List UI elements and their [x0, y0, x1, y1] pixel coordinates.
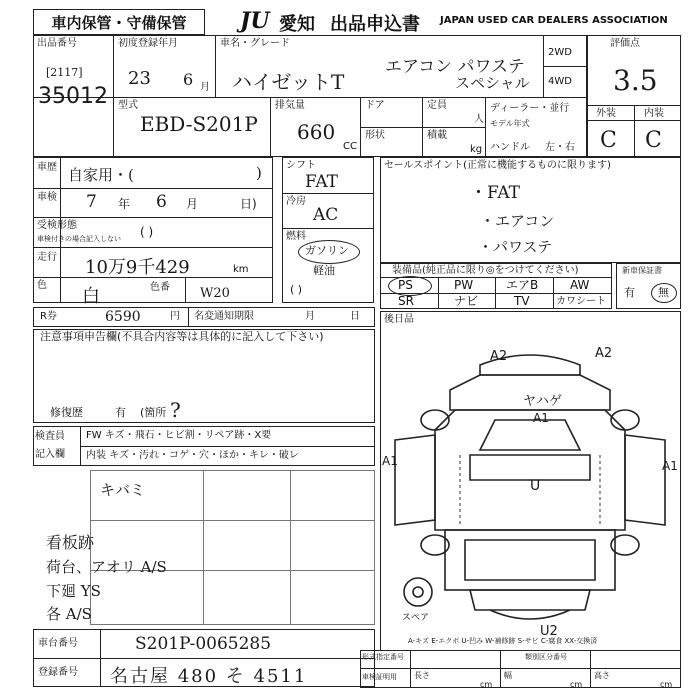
new-car-label: 新車保証書	[622, 266, 662, 275]
kg-unit: kg	[470, 144, 483, 155]
logo-region: 愛知	[279, 14, 315, 35]
lot-small: [2117]	[46, 66, 83, 79]
displacement-value: 660	[297, 120, 336, 144]
handle-options: 左・右	[545, 142, 575, 153]
new-car-yes: 有	[624, 286, 635, 299]
equip-sr: SR	[398, 294, 414, 308]
sales-point-3: ・パワステ	[478, 238, 553, 256]
car-diagram	[380, 330, 680, 650]
inspection-month: 6	[156, 192, 167, 212]
fuel-gasoline: ガソリン	[305, 244, 349, 257]
score-label: 評価点	[610, 38, 640, 49]
lot-number: 35012	[38, 84, 108, 109]
interior-row: 内装 キズ・汚れ・コゲ・穴・ほか・キレ・破レ	[86, 450, 299, 461]
load-label: 積載	[427, 130, 447, 141]
model-year-label: モデル年式	[490, 119, 530, 128]
damage-legend: A-キズ E-エクボ U-凹み W-補修跡 S-サビ C-腐食 XX-交換済	[408, 637, 598, 645]
usage-value: 自家用・(	[68, 166, 134, 184]
first-reg-year: 23	[128, 68, 151, 89]
grade-line1: エアコン パワステ	[385, 57, 525, 77]
mark-a2-right: A2	[595, 346, 613, 361]
height-unit: cm	[660, 680, 673, 689]
class-no-label: 類別区分番号	[525, 653, 567, 661]
yen-unit: 円	[170, 311, 180, 322]
month-unit: 月	[200, 82, 210, 93]
width-unit: cm	[570, 680, 583, 689]
equip-pw: PW	[454, 278, 474, 292]
equip-ps: PS	[398, 278, 413, 292]
mark-a1-center: A1	[533, 411, 549, 425]
name-change-month: 月	[305, 311, 315, 322]
cc-unit: CC	[343, 141, 357, 152]
lot-number-label: 出品番号	[37, 38, 77, 49]
ju-logo: JU	[240, 8, 270, 34]
inspection-form-label: 受検形態	[37, 220, 77, 231]
repair-note: ?	[170, 398, 181, 422]
sales-point-2: ・エアコン	[480, 212, 555, 230]
score-value: 3.5	[613, 64, 658, 97]
sales-points-label: セールスポイント(正常に機能するものに限ります)	[384, 160, 611, 171]
equip-aw: AW	[570, 278, 590, 292]
exterior-grade: C	[600, 128, 617, 153]
notes-block	[33, 329, 375, 423]
inspection-label: 車検	[37, 192, 57, 203]
association-name: JAPAN USED CAR DEALERS ASSOCIATION	[440, 15, 668, 26]
length-unit: cm	[480, 680, 493, 689]
usage-label: 車歴	[37, 162, 57, 173]
fw-row: FW キズ・飛石・ヒビ割・リペア跡・X要	[86, 430, 272, 441]
name-change-label: 名変通知期限	[194, 311, 254, 322]
note-kibami: キバミ	[100, 481, 146, 499]
mark-a2-left: A2	[490, 349, 508, 364]
color-label: 色	[37, 280, 47, 291]
mileage-value: 10万9千429	[85, 257, 190, 278]
sheet-title: 出品申込書	[330, 14, 420, 35]
length-label: 長さ	[414, 671, 430, 680]
fuel-label: 燃料	[286, 231, 306, 242]
equip-ps-circle	[388, 276, 432, 296]
cert-label: 車検証明用	[362, 673, 397, 681]
drive-2wd: 2WD	[548, 47, 572, 58]
interior-grade: C	[645, 128, 662, 153]
displacement-label: 排気量	[275, 100, 305, 111]
interior-label: 内装	[644, 108, 664, 119]
recycle-value: 6590	[105, 309, 141, 325]
dealer-label: ディーラー・並行	[490, 103, 570, 114]
model-name: ハイゼットT	[232, 70, 345, 94]
model-name-label: 車名・グレード	[220, 38, 290, 49]
note-nidai: 荷台、アオリ A/S	[46, 558, 167, 576]
equip-navi: ナビ	[454, 294, 479, 308]
note-kaku: 各 A/S	[46, 605, 92, 623]
recycle-label: R券	[40, 311, 57, 322]
ac-value: AC	[313, 205, 339, 225]
color-no-label: 色番	[150, 282, 170, 293]
drive-4wd: 4WD	[548, 76, 572, 87]
repair-label: 修復歴	[50, 406, 83, 419]
equipment-label: 装備品(純正品に限り◎をつけてください)	[392, 265, 579, 276]
first-reg-month: 6	[183, 70, 194, 89]
inspection-year: 7	[86, 192, 97, 212]
shift-value: FAT	[305, 172, 339, 192]
km-unit: km	[233, 264, 249, 275]
inspector-label: 検査員	[35, 431, 65, 442]
chassis-label: 車台番号	[38, 638, 78, 649]
chassis-value: S201P-0065285	[135, 634, 272, 654]
year-unit: 年	[118, 197, 131, 211]
handle-label: ハンドル	[490, 142, 530, 153]
month-unit-2: 月	[186, 197, 199, 211]
equip-airbag: エアB	[506, 278, 539, 292]
shift-label: シフト	[286, 160, 316, 171]
rear-label: 後日品	[384, 314, 414, 325]
cert-block	[360, 650, 681, 688]
shape-label: 形状	[365, 130, 385, 141]
mark-u2: U2	[540, 624, 558, 639]
height-label: 高さ	[594, 671, 610, 680]
width-label: 幅	[504, 671, 512, 680]
new-car-no-circle	[651, 283, 677, 303]
color-value: 白	[82, 286, 100, 307]
entry-label: 記入欄	[35, 449, 65, 460]
storage-label: 車内保管・守備保管	[33, 9, 205, 35]
equip-seat: カワシート	[556, 296, 606, 307]
vehicle-info-block	[33, 35, 681, 157]
door-label: ドア	[365, 100, 385, 111]
inspection-form-paren: ( )	[140, 225, 154, 239]
fuel-diesel: 軽油	[313, 264, 335, 277]
spare-label: スペア	[402, 613, 430, 623]
inspection-day-unit: 日)	[240, 197, 257, 211]
capacity-label: 定員	[427, 100, 447, 111]
mark-u: U	[530, 478, 541, 494]
exterior-label: 外装	[596, 108, 616, 119]
repair-paren: (箇所	[140, 406, 167, 419]
mileage-label: 走行	[37, 252, 57, 263]
form-no-label: 形式指定番号	[362, 653, 404, 661]
reg-label: 登録番号	[38, 667, 78, 678]
color-no-value: W20	[200, 286, 230, 301]
mark-a1-right: A1	[662, 459, 678, 473]
grade-line2: スペシャル	[455, 74, 530, 92]
ac-label: 冷房	[286, 196, 306, 207]
usage-close: )	[256, 164, 262, 182]
mark-a1-left: A1	[382, 454, 398, 468]
reg-value: 名古屋 480 そ 4511	[110, 666, 308, 687]
first-reg-label: 初度登録年月	[118, 38, 178, 49]
note-shitamawari: 下廻 YS	[46, 582, 101, 600]
model-code: EBD-S201P	[140, 112, 258, 136]
repair-yes: 有	[115, 406, 126, 419]
inspection-form-sub: 車検付きの場合記入しない	[37, 235, 121, 243]
sales-point-1: ・FAT	[470, 183, 521, 203]
name-change-day: 日	[350, 311, 360, 322]
notes-label: 注意事項申告欄(不具合内容等は具体的に記入して下さい)	[40, 330, 324, 343]
fuel-paren: ( )	[290, 283, 303, 296]
note-kanban: 看板跡	[46, 533, 95, 552]
model-code-label: 型式	[118, 100, 138, 111]
equip-tv: TV	[514, 294, 530, 308]
new-car-no: 無	[658, 286, 669, 299]
capacity-unit: 人	[474, 114, 484, 125]
mark-yahage: ヤハゲ	[523, 394, 563, 409]
